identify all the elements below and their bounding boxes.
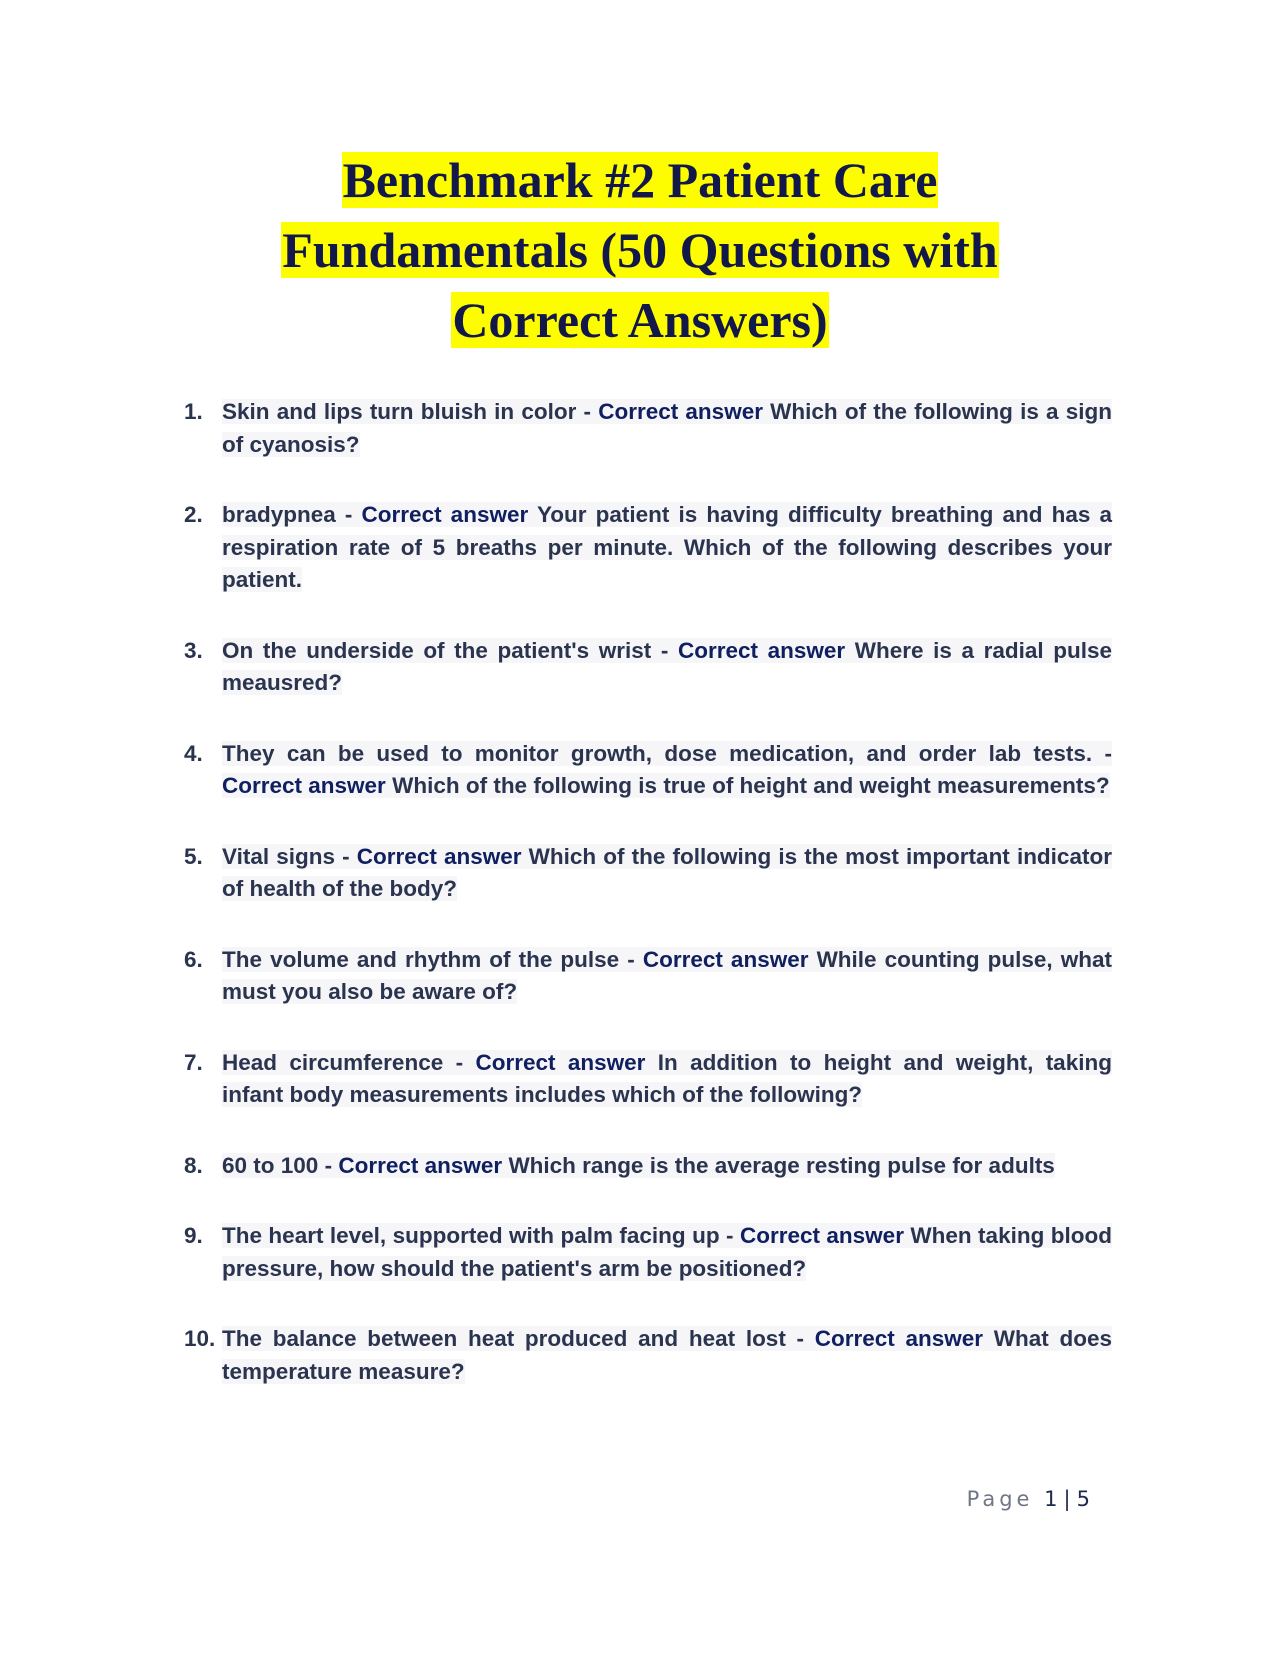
separator: - [324, 1152, 333, 1178]
answer-text: They can be used to monitor growth, dose medication, and order lab tests. [222, 740, 1093, 766]
question-text: What does temperature measure? [222, 1326, 1112, 1384]
correct-answer-label: Correct answer [642, 946, 809, 972]
title-line-2: Fundamentals (50 Questions with [282, 222, 998, 278]
answer-text: On the underside of the patient's wrist [222, 637, 652, 663]
qa-item [184, 499, 1112, 597]
item-text [222, 399, 1112, 457]
separator: - [344, 502, 353, 527]
qa-item [184, 396, 1112, 461]
qa-item [184, 635, 1112, 700]
item-text [222, 1050, 1112, 1108]
correct-answer-label: Correct answer [739, 1223, 904, 1248]
page-separator: | [1063, 1487, 1071, 1511]
answer-text: Skin and lips turn bluish in color [222, 399, 577, 424]
question-text: While counting pulse, what must you also be aware of? [222, 946, 1112, 1004]
document-title [0, 145, 1280, 355]
qa-item [184, 738, 1112, 803]
qa-item [184, 841, 1112, 906]
answer-text: 60 to 100 [222, 1152, 319, 1178]
correct-answer-label: Correct answer [598, 399, 763, 424]
question-text: Where is a radial pulse meausred? [222, 637, 1112, 695]
total-pages-number: 5 [1076, 1487, 1090, 1511]
correct-answer-label: Correct answer [338, 1152, 503, 1178]
item-number: 3. [184, 637, 203, 663]
item-text [222, 638, 1112, 696]
correct-answer-label: Correct answer [222, 773, 386, 798]
item-number: 6. [184, 946, 203, 972]
qa-item [184, 944, 1112, 1009]
qa-item [184, 1047, 1112, 1112]
answer-text: The balance between heat produced and heat lost [222, 1326, 786, 1351]
answer-text: The heart level, supported with palm facing up [222, 1223, 720, 1248]
separator: - [660, 637, 669, 663]
item-text [222, 1326, 1112, 1384]
item-text [222, 1153, 1055, 1178]
correct-answer-label: Correct answer [475, 1049, 646, 1075]
item-text [222, 502, 1112, 592]
separator: - [796, 1326, 805, 1351]
qa-list [184, 396, 1112, 1426]
correct-answer-label: Correct answer [814, 1326, 984, 1351]
answer-text: Vital signs [222, 843, 336, 869]
item-number: 7. [184, 1049, 203, 1075]
question-text: When taking blood pressure, how should the patient's arm be positioned? [222, 1223, 1112, 1281]
title-line-3: Correct Answers) [452, 292, 828, 348]
separator: - [342, 843, 350, 869]
qa-item [184, 1150, 1112, 1183]
question-text: Your patient is having difficulty breathing and has a respiration rate of 5 breaths per minute. Which of the following describes your patient. [222, 502, 1112, 592]
item-number: 5. [184, 843, 203, 869]
item-number: 2. [184, 502, 203, 527]
separator: - [726, 1223, 734, 1248]
correct-answer-label: Correct answer [677, 637, 846, 663]
correct-answer-label: Correct answer [361, 502, 529, 527]
correct-answer-label: Correct answer [356, 843, 522, 869]
item-number: 10. [184, 1326, 216, 1351]
item-text [222, 1223, 1112, 1281]
current-page-number: 1 [1044, 1487, 1058, 1511]
answer-text: The volume and rhythm of the pulse [222, 946, 620, 972]
answer-text: Head circumference [222, 1049, 444, 1075]
item-number: 1. [184, 399, 203, 424]
item-text [222, 844, 1112, 902]
qa-item [184, 1220, 1112, 1285]
question-text: Which of the following is true of height and weight measurements? [392, 773, 1110, 798]
separator: - [455, 1049, 464, 1075]
page-word: Page [966, 1487, 1034, 1511]
question-text: Which of the following is a sign of cyanosis? [222, 399, 1112, 457]
separator: - [627, 946, 635, 972]
answer-text: bradypnea [222, 502, 336, 527]
question-text: In addition to height and weight, taking infant body measurements includes which of the following? [222, 1049, 1112, 1107]
separator: - [1104, 740, 1112, 766]
title-line-1: Benchmark #2 Patient Care [342, 152, 938, 208]
item-number: 8. [184, 1152, 203, 1178]
page-footer [967, 1487, 1090, 1511]
qa-item [184, 1323, 1112, 1388]
question-text: Which range is the average resting pulse for adults [508, 1152, 1055, 1178]
item-number: 9. [184, 1223, 203, 1248]
separator: - [583, 399, 592, 424]
question-text: Which of the following is the most important indicator of health of the body? [222, 843, 1112, 901]
item-number: 4. [184, 740, 203, 766]
item-text [222, 741, 1112, 799]
item-text [222, 947, 1112, 1005]
